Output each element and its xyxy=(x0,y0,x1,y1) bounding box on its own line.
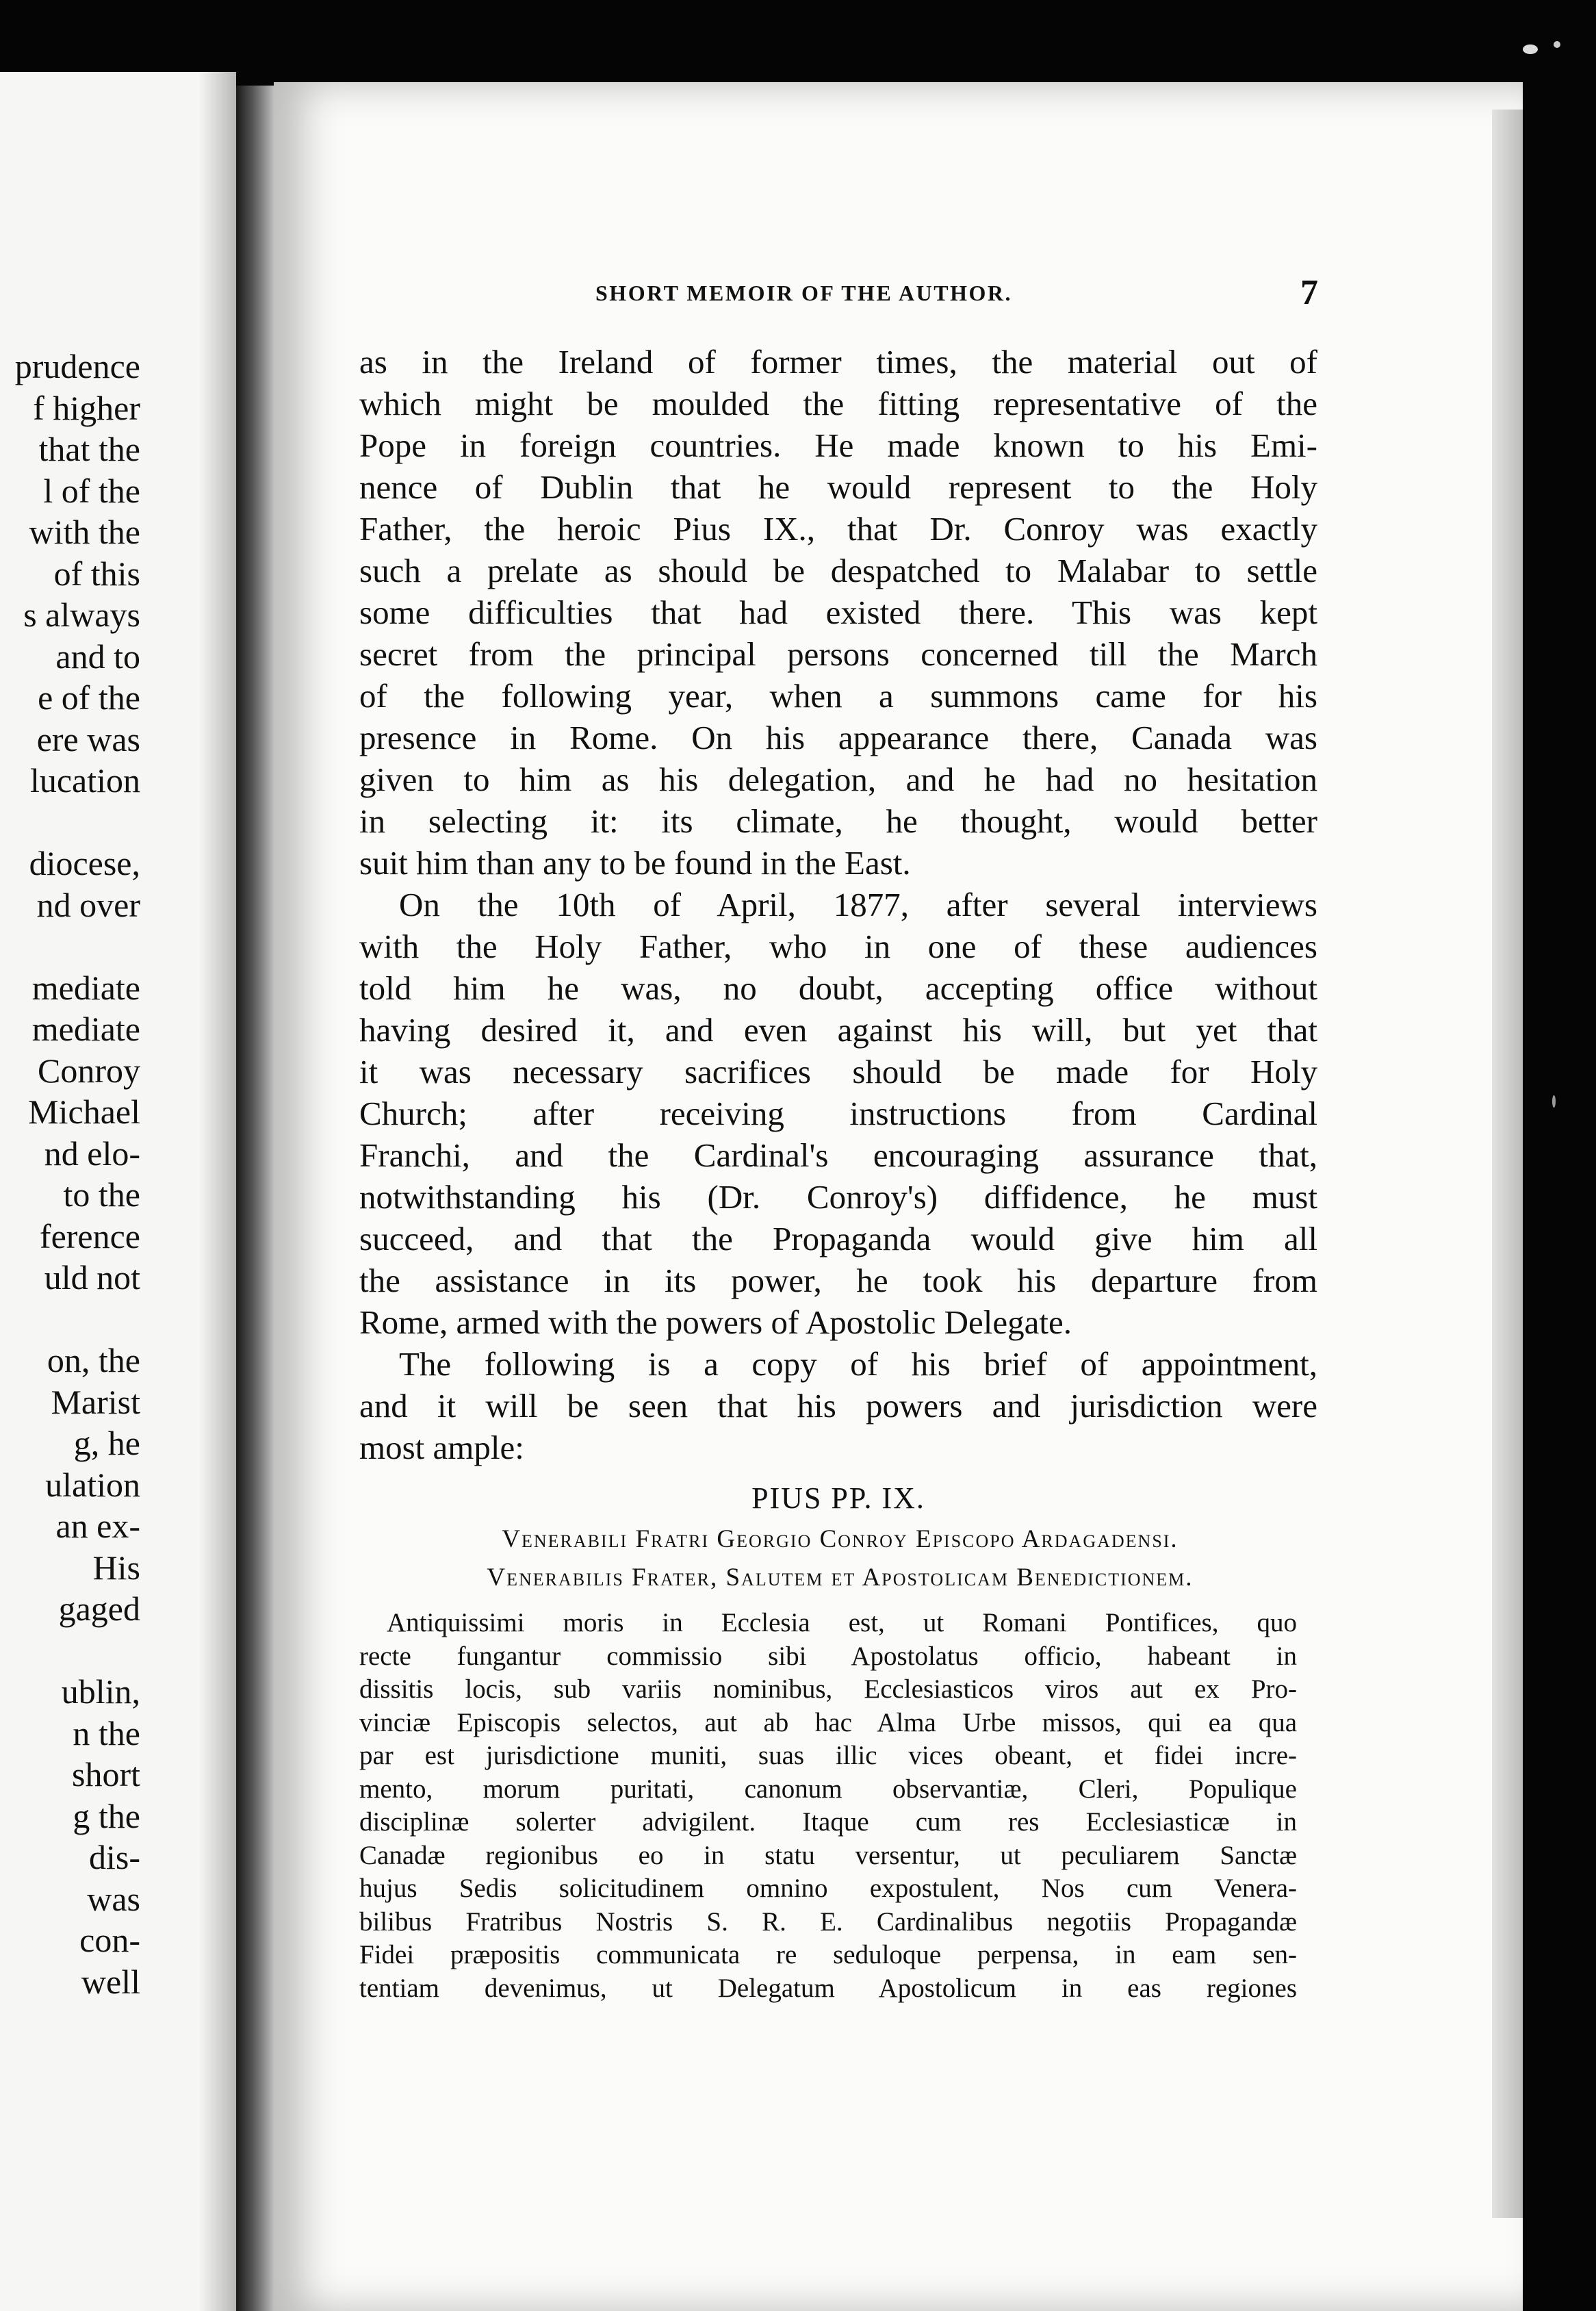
body-line: given to him as his delegation, and he had no hesitation xyxy=(359,761,1317,798)
body-line: such a prelate as should be despatched to Malabar to settle xyxy=(359,552,1317,589)
body-line: Church; after receiving instructions from Cardinal xyxy=(359,1095,1317,1132)
body-line: Pope in foreign countries. He made known to his Emi- xyxy=(359,426,1317,464)
body-text xyxy=(359,341,1317,1468)
latin-line: Antiquissimi moris in Ecclesia est, ut Romani Pontifices, quo xyxy=(387,1608,1297,1637)
body-line: it was necessary sacrifices should be made for Holy xyxy=(359,1053,1317,1090)
brief-text xyxy=(359,1607,1297,2005)
left-page-line: to the xyxy=(63,1175,140,1214)
left-page-line: g, he xyxy=(73,1424,140,1462)
brief-address: Venerabili Fratri Georgio Conroy Episcopo Ardagadensi. xyxy=(502,1525,1179,1553)
body-line: in selecting it: its climate, he thought, would better xyxy=(359,802,1317,840)
left-page-line: diocese, xyxy=(29,844,140,882)
latin-line: disciplinæ solerter advigilent. Itaque cum res Ecclesiasticæ in xyxy=(359,1807,1297,1837)
latin-line: Fidei præpositis communicata re seduloque perpensa, in eam sen- xyxy=(359,1940,1297,1969)
body-line: Father, the heroic Pius IX., that Dr. Conroy was exactly xyxy=(359,510,1317,548)
left-page-line: ere was xyxy=(36,719,140,758)
body-line: suit him than any to be found in the East. xyxy=(359,844,911,882)
left-page-line: lucation xyxy=(29,761,140,800)
left-page-line: Conroy xyxy=(38,1051,140,1090)
left-page-line: Marist xyxy=(51,1382,140,1421)
left-page-line: nd over xyxy=(36,885,140,924)
latin-line: dissitis locis, sub variis nominibus, Ecclesiasticos viros aut ex Pro- xyxy=(359,1674,1297,1704)
body-line: told him he was, no doubt, accepting office without xyxy=(359,969,1317,1007)
latin-line: Canadæ regionibus eo in statu versentur, ut peculiarem Sanctæ xyxy=(359,1840,1297,1870)
page-edge xyxy=(1492,110,1523,2218)
latin-line: bilibus Fratribus Nostris S. R. E. Cardinalibus negotiis Propagandæ xyxy=(359,1906,1297,1937)
body-line: succeed, and that the Propaganda would give him all xyxy=(359,1220,1317,1257)
left-page-line: nd elo- xyxy=(44,1134,140,1173)
left-page-line: was xyxy=(87,1879,140,1918)
body-line: having desired it, and even against his will, but yet that xyxy=(359,1011,1317,1049)
body-line: most ample: xyxy=(359,1429,524,1466)
left-page-line: f higher xyxy=(33,388,140,427)
left-page-line: on, the xyxy=(47,1341,140,1379)
body-line: Rome, armed with the powers of Apostolic Delegate. xyxy=(359,1303,1072,1341)
left-page-fragment xyxy=(0,72,236,2311)
left-page-line: g the xyxy=(73,1796,140,1835)
scan-speck xyxy=(1554,41,1560,48)
body-line: nence of Dublin that he would represent to the Holy xyxy=(359,468,1317,506)
left-page-shadow xyxy=(198,72,236,2311)
left-page-line: prudence xyxy=(14,347,140,385)
body-line: the assistance in its power, he took his departure from xyxy=(359,1262,1317,1299)
body-line: as in the Ireland of former times, the material out of xyxy=(359,343,1317,381)
body-line: Franchi, and the Cardinal's encouraging assurance that, xyxy=(359,1136,1317,1174)
left-page-line: an ex- xyxy=(55,1507,140,1545)
left-page-line: mediate xyxy=(31,968,140,1007)
left-page-line: His xyxy=(92,1548,140,1587)
left-page-line: ulation xyxy=(45,1465,140,1504)
body-line: On the 10th of April, 1877, after several interviews xyxy=(399,886,1317,923)
left-page-line: dis- xyxy=(89,1838,140,1876)
book-gutter xyxy=(236,86,277,2311)
latin-line: tentiam devenimus, ut Delegatum Apostolicum in eas regiones xyxy=(359,1973,1297,2003)
brief-greeting: Venerabilis Frater, Salutem et Apostolicam Benedictionem. xyxy=(487,1563,1194,1592)
left-page-line: mediate xyxy=(31,1010,140,1048)
left-page-line: l of the xyxy=(43,471,140,510)
body-line: of the following year, when a summons came for his xyxy=(359,677,1317,715)
latin-line: vinciæ Episcopis selectos, aut ab hac Alma Urbe missos, qui ea qua xyxy=(359,1707,1297,1737)
left-page-line: short xyxy=(72,1755,140,1793)
left-page-line: ublin, xyxy=(61,1672,140,1711)
body-line: which might be moulded the fitting representative of the xyxy=(359,385,1317,422)
running-head: SHORT MEMOIR OF THE AUTHOR. xyxy=(595,281,1012,305)
scan-speck xyxy=(1552,1095,1556,1108)
left-page-line: ference xyxy=(39,1216,140,1255)
body-line: with the Holy Father, who in one of these audiences xyxy=(359,928,1317,965)
left-page-line: that the xyxy=(38,430,140,468)
body-line: The following is a copy of his brief of appointment, xyxy=(399,1345,1317,1383)
left-page-line: well xyxy=(81,1962,140,2001)
left-page-line: gaged xyxy=(58,1589,140,1628)
body-line: and it will be seen that his powers and jurisdiction were xyxy=(359,1387,1317,1425)
scan-speck xyxy=(1523,44,1538,54)
latin-line: recte fungantur commissio sibi Apostolatus officio, habeant in xyxy=(359,1641,1297,1671)
latin-line: hujus Sedis solicitudinem omnino expostulent, Nos cum Venera- xyxy=(359,1874,1297,1903)
latin-line: mento, morum puritati, canonum observantiæ, Cleri, Populique xyxy=(359,1774,1297,1804)
body-line: some difficulties that had existed there. This was kept xyxy=(359,593,1317,631)
left-page-line: n the xyxy=(73,1713,140,1752)
left-page-line: e of the xyxy=(38,678,140,717)
body-line: notwithstanding his (Dr. Conroy's) diffidence, he must xyxy=(359,1178,1317,1216)
left-page-line: Michael xyxy=(28,1093,140,1131)
body-line: secret from the principal persons concerned till the March xyxy=(359,635,1317,673)
left-page-line: con- xyxy=(79,1921,140,1959)
left-page-line: with the xyxy=(29,513,140,551)
latin-line: par est jurisdictione muniti, suas illic vices obeant, et fidei incre- xyxy=(359,1741,1297,1770)
page-number: 7 xyxy=(1300,273,1318,312)
body-line: presence in Rome. On his appearance there, Canada was xyxy=(359,719,1317,756)
brief-heading: PIUS PP. IX. xyxy=(751,1481,925,1515)
left-page-line: uld not xyxy=(44,1258,140,1297)
left-page-line: s always xyxy=(23,596,140,634)
left-page-line: of this xyxy=(53,554,140,593)
left-page-line: and to xyxy=(55,637,140,676)
